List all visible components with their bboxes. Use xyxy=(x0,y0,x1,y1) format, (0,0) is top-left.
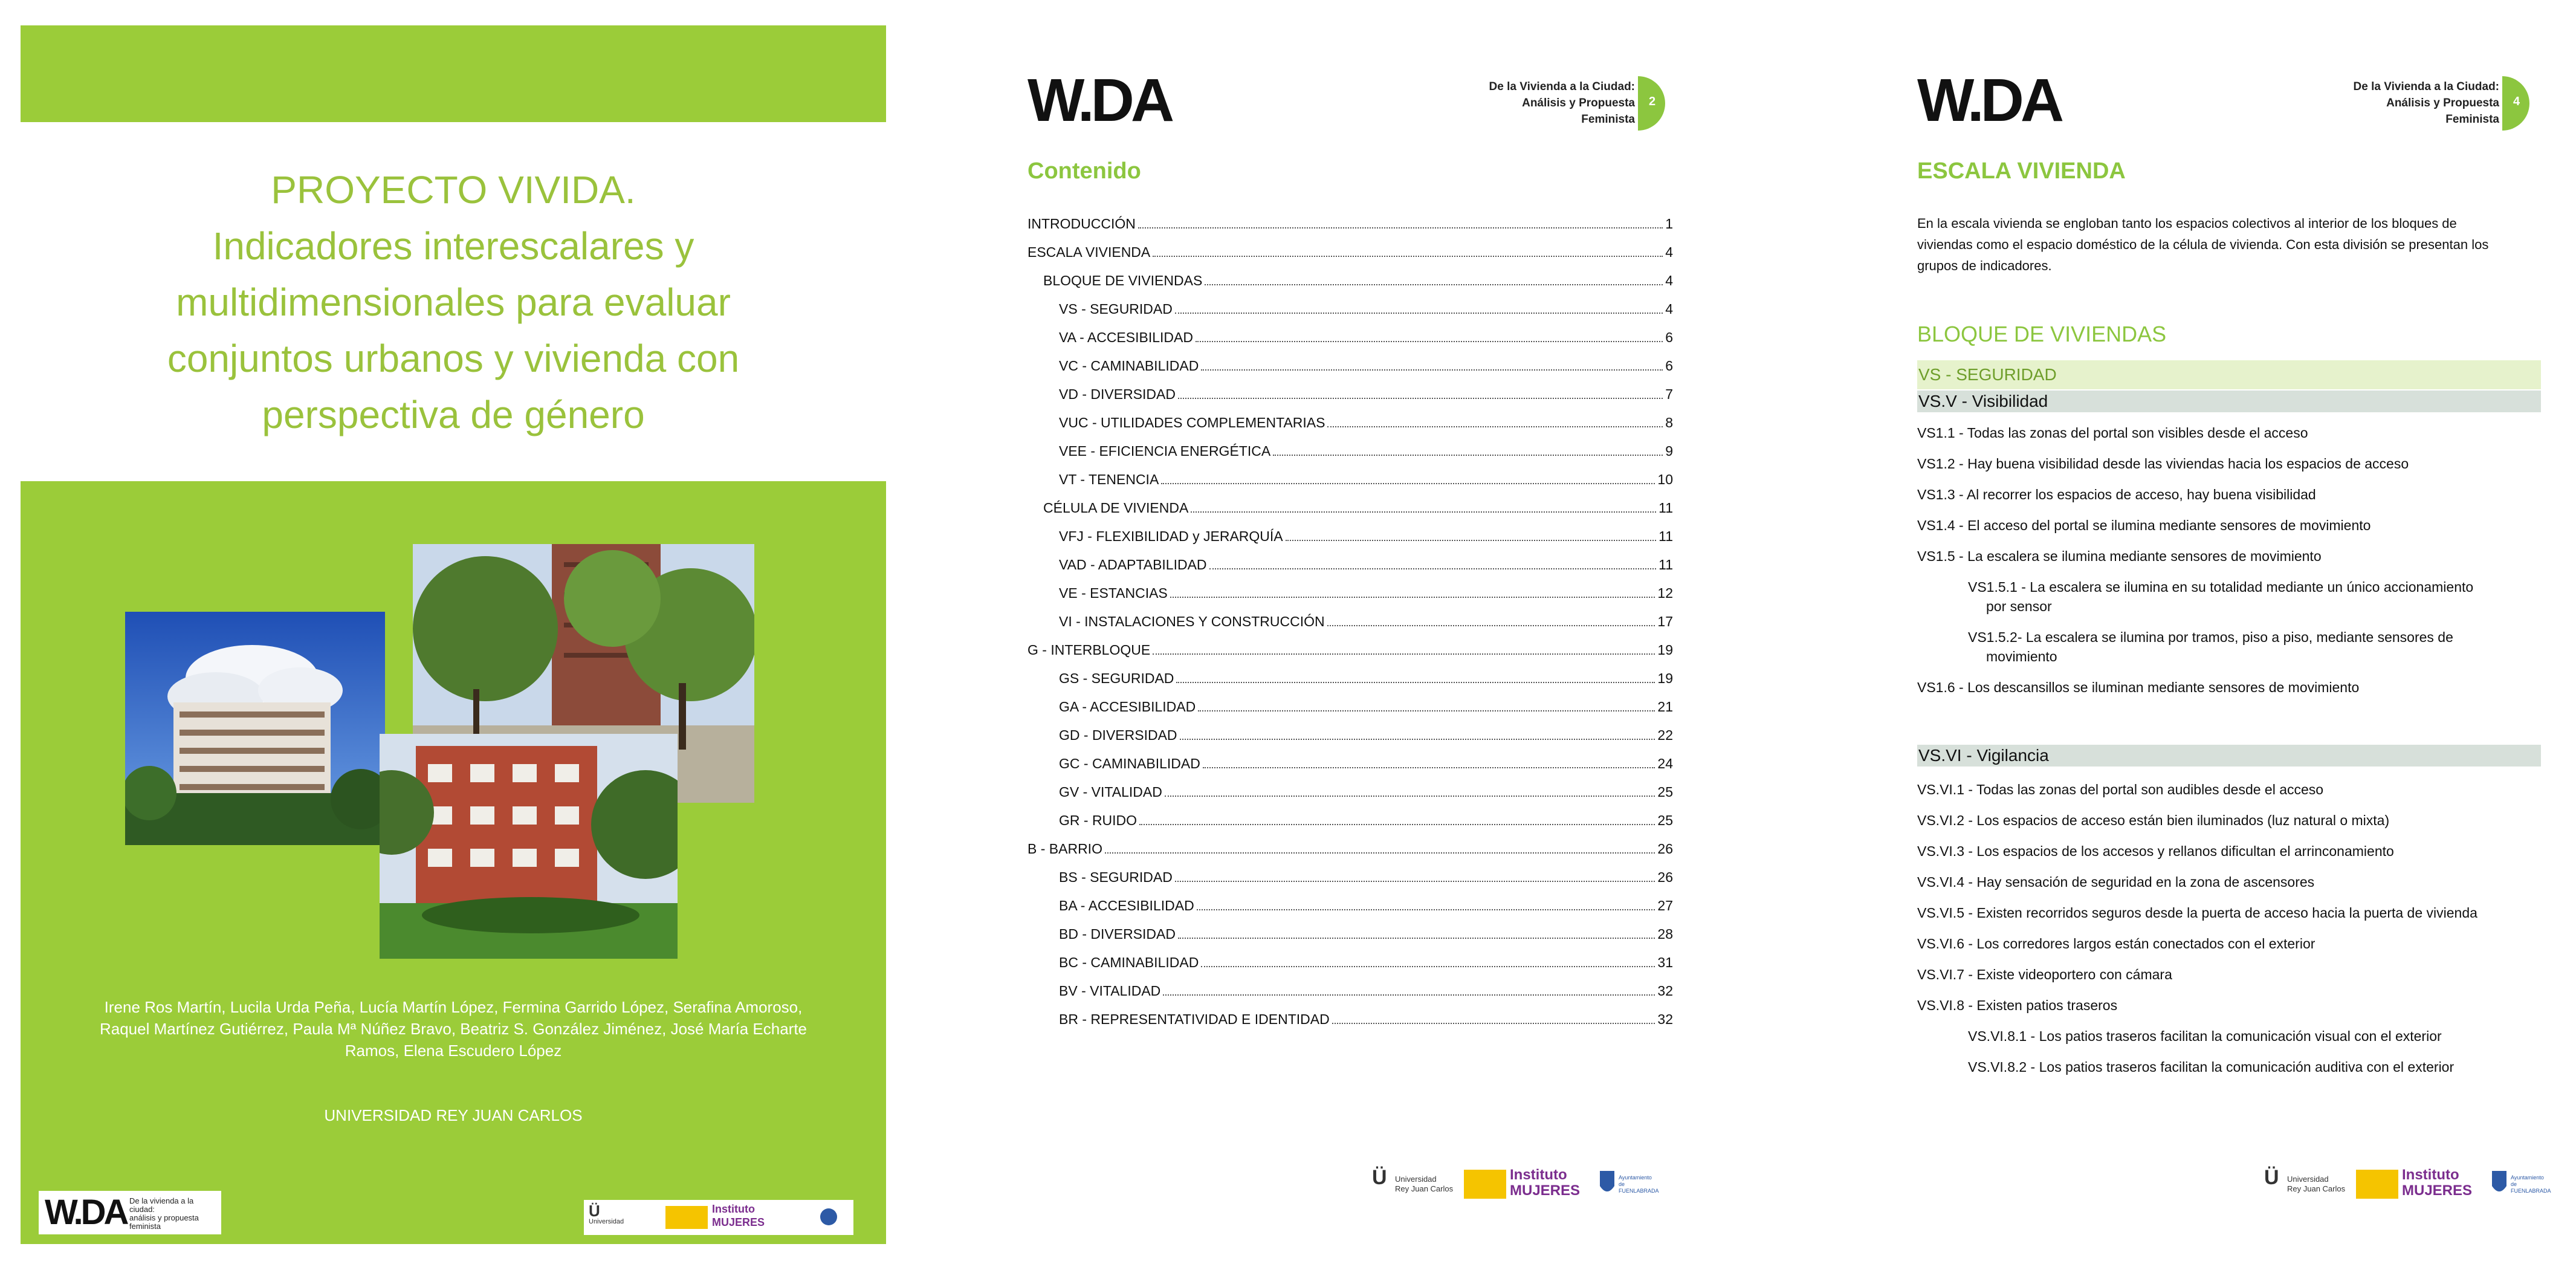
toc-entry-page: 4 xyxy=(1665,244,1673,260)
indicator-item: VS.VI.1 - Todas las zonas del portal son audibles desde el acceso xyxy=(1917,782,2324,797)
toc-entry-title: VA - ACCESIBILIDAD xyxy=(1059,329,1193,345)
indicator-item: VS.VI.5 - Existen recorridos seguros desde la puerta de acceso hacia la puerta de vivienda xyxy=(1917,905,2477,921)
toc-entry[interactable] xyxy=(1027,670,1673,698)
indicator-item: VS1.5.2- La escalera se ilumina por tramos, piso a piso, mediante sensores de xyxy=(1968,629,2453,645)
cover-top-band xyxy=(21,25,886,122)
toc-entry[interactable] xyxy=(1027,954,1673,982)
toc-entry[interactable] xyxy=(1027,244,1673,272)
indicator-item: VS.VI.8 - Existen patios traseros xyxy=(1917,997,2118,1013)
urjc-emblem-icon: Ü xyxy=(1372,1166,1387,1189)
toc-entry[interactable] xyxy=(1027,869,1673,897)
spain-government-emblem-icon xyxy=(2356,1170,2398,1199)
indicator-item: VS.VI.4 - Hay sensación de seguridad en la zona de ascensores xyxy=(1917,874,2315,890)
toc-entry[interactable] xyxy=(1027,783,1673,812)
cover-title-line: Indicadores interescalares y xyxy=(212,224,694,268)
intro-line: En la escala vivienda se engloban tanto los espacios colectivos al interior de los bloques de xyxy=(1917,216,2457,231)
toc-entry-page: 25 xyxy=(1657,784,1673,800)
authors-line: Irene Ros Martín, Lucila Urda Peña, Lucía Martín López, Fermina Garrido López, Serafina Amoroso, xyxy=(104,998,803,1016)
toc-entry-page: 32 xyxy=(1657,1011,1673,1027)
toc-entry[interactable] xyxy=(1027,556,1673,585)
urjc-logo-line: Rey Juan Carlos xyxy=(1395,1184,1454,1193)
header-title-line: Feminista xyxy=(2445,113,2499,126)
instituto-logo-line: Instituto xyxy=(712,1203,755,1215)
toc-leader-dots xyxy=(1198,698,1655,711)
toc-leader-dots xyxy=(1201,954,1655,967)
photo-brick-building-garden xyxy=(380,734,678,959)
toc-entry-page: 27 xyxy=(1657,898,1673,913)
wda-logo xyxy=(1917,66,2061,134)
toc-entry[interactable] xyxy=(1027,727,1673,755)
toc-entry[interactable] xyxy=(1027,300,1673,329)
toc-entry-page: 22 xyxy=(1657,727,1673,743)
toc-page xyxy=(997,0,1692,1264)
toc-entry-page: 6 xyxy=(1665,329,1673,345)
toc-leader-dots xyxy=(1161,471,1655,484)
toc-leader-dots xyxy=(1180,727,1655,740)
toc-leader-dots xyxy=(1163,982,1655,996)
logo-caption-line: ciudad: xyxy=(129,1205,155,1214)
indicator-item: VS1.1 - Todas las zonas del portal son visibles desde el acceso xyxy=(1917,425,2308,441)
logo-caption-line: De la vivienda a la xyxy=(129,1196,194,1205)
toc-entry-page: 19 xyxy=(1657,642,1673,658)
urjc-logo xyxy=(2264,1166,2349,1200)
toc-entry-title: VC - CAMINABILIDAD xyxy=(1059,358,1199,374)
toc-entry-page: 17 xyxy=(1657,614,1673,629)
toc-leader-dots xyxy=(1332,1011,1655,1024)
toc-entry-page: 21 xyxy=(1657,699,1673,715)
fuenlabrada-emblem-icon xyxy=(1598,1168,1616,1198)
toc-entry-title: VFJ - FLEXIBILIDAD y JERARQUÍA xyxy=(1059,528,1283,544)
toc-entry[interactable] xyxy=(1027,812,1673,840)
photo-apartment-block-sky xyxy=(125,612,385,845)
toc-entry-page: 25 xyxy=(1657,812,1673,828)
indicator-item: por sensor xyxy=(1986,598,2052,614)
instituto-logo-line: Instituto xyxy=(2402,1167,2459,1183)
header-title-line: De la Vivienda a la Ciudad: xyxy=(1489,80,1635,93)
fuenlabrada-emblem-icon xyxy=(814,1205,844,1229)
toc-leader-dots xyxy=(1273,442,1663,456)
toc-entry[interactable] xyxy=(1027,641,1673,670)
cover-wda-logo xyxy=(39,1191,221,1234)
toc-entry-title: BR - REPRESENTATIVIDAD E IDENTIDAD xyxy=(1059,1011,1330,1027)
university-name: UNIVERSIDAD REY JUAN CARLOS xyxy=(324,1106,583,1124)
toc-leader-dots xyxy=(1139,812,1655,825)
escala-vivienda-page xyxy=(1886,0,2576,1264)
toc-entry[interactable] xyxy=(1027,215,1673,244)
toc-entry-title: BS - SEGURIDAD xyxy=(1059,869,1173,885)
page-number-badge xyxy=(1638,76,1692,131)
toc-entry-page: 26 xyxy=(1657,869,1673,885)
toc-leader-dots xyxy=(1203,755,1655,768)
indicator-item: VS1.6 - Los descansillos se iluminan mediante sensores de movimiento xyxy=(1917,679,2360,695)
toc-entry[interactable] xyxy=(1027,528,1673,556)
toc-leader-dots xyxy=(1175,869,1655,882)
authors-line: Raquel Martínez Gutiérrez, Paula Mª Núñez Bravo, Beatriz S. González Jiménez, José María Echarte xyxy=(99,1020,807,1038)
authors xyxy=(91,996,816,1061)
indicator-item: VS.VI.7 - Existe videoportero con cámara xyxy=(1917,967,2172,982)
fuenlabrada-logo-line: Ayuntamiento de xyxy=(1619,1175,1652,1187)
toc-entry-title: BA - ACCESIBILIDAD xyxy=(1059,898,1194,913)
toc-list xyxy=(1027,215,1673,1039)
toc-leader-dots xyxy=(1196,329,1663,342)
toc-entry-title: B - BARRIO xyxy=(1027,841,1102,857)
toc-entry-page: 10 xyxy=(1657,472,1673,487)
toc-entry[interactable] xyxy=(1027,272,1673,300)
header-title-line: De la Vivienda a la Ciudad: xyxy=(2353,80,2499,93)
indicator-item: VS.VI.2 - Los espacios de acceso están bien iluminados (luz natural o mixta) xyxy=(1917,812,2390,828)
toc-entry[interactable] xyxy=(1027,414,1673,442)
fuenlabrada-logo-line: FUENLABRADA xyxy=(2511,1188,2551,1194)
spain-government-emblem-icon xyxy=(1464,1170,1506,1199)
fuenlabrada-logo xyxy=(2490,1166,2551,1200)
toc-entry-title: GD - DIVERSIDAD xyxy=(1059,727,1177,743)
toc-entry-title: VEE - EFICIENCIA ENERGÉTICA xyxy=(1059,443,1271,459)
toc-entry[interactable] xyxy=(1027,1011,1673,1039)
toc-entry-title: VT - TENENCIA xyxy=(1059,472,1159,487)
indicator-item: VS1.2 - Hay buena visibilidad desde las viviendas hacia los espacios de acceso xyxy=(1917,456,2409,472)
toc-leader-dots xyxy=(1170,585,1655,598)
header-title-line: Análisis y Propuesta xyxy=(2386,97,2499,109)
band-seguridad: VS - SEGURIDAD xyxy=(1917,360,2541,389)
indicator-item: VS.VI.3 - Los espacios de los accesos y rellanos dificultan el arrinconamiento xyxy=(1917,843,2394,859)
instituto-mujeres-logo xyxy=(1464,1166,1591,1200)
toc-entry-title: GV - VITALIDAD xyxy=(1059,784,1162,800)
toc-leader-dots xyxy=(1286,528,1656,541)
urjc-logo-line: Universidad xyxy=(1395,1175,1437,1184)
header-title-line: Feminista xyxy=(1581,113,1635,126)
toc-entry-page: 11 xyxy=(1659,500,1673,516)
instituto-logo-line: MUJERES xyxy=(2402,1182,2473,1199)
intro-line: grupos de indicadores. xyxy=(1917,258,2052,273)
toc-entry-title: ESCALA VIVIENDA xyxy=(1027,244,1151,260)
toc-entry-page: 11 xyxy=(1659,528,1673,544)
cover-sponsor-logos xyxy=(584,1200,853,1235)
toc-leader-dots xyxy=(1138,215,1663,228)
toc-leader-dots xyxy=(1201,357,1663,371)
toc-entry[interactable] xyxy=(1027,613,1673,641)
header-title-line: Análisis y Propuesta xyxy=(1522,97,1635,109)
band-visibilidad: VS.V - Visibilidad xyxy=(1917,391,2541,412)
wda-logo xyxy=(1027,66,1171,134)
toc-entry-title: GC - CAMINABILIDAD xyxy=(1059,756,1200,771)
toc-entry-title: BC - CAMINABILIDAD xyxy=(1059,954,1199,970)
toc-leader-dots xyxy=(1105,840,1655,854)
instituto-logo-line: Instituto xyxy=(1510,1167,1567,1183)
instituto-mujeres-logo xyxy=(2356,1166,2483,1200)
indicator-item: VS.VI.8.1 - Los patios traseros facilitan la comunicación visual con el exterior xyxy=(1968,1028,2442,1044)
subsection-heading: BLOQUE DE VIVIENDAS xyxy=(1917,322,2167,346)
intro-line: viviendas como el espacio doméstico de la célula de vivienda. Con esta división se presentan los xyxy=(1917,237,2489,252)
toc-entry-page: 24 xyxy=(1657,756,1673,771)
toc-entry-title: GA - ACCESIBILIDAD xyxy=(1059,699,1196,715)
toc-leader-dots xyxy=(1191,499,1656,513)
toc-entry-title: CÉLULA DE VIVIENDA xyxy=(1043,500,1189,516)
toc-entry-title: VI - INSTALACIONES Y CONSTRUCCIÓN xyxy=(1059,614,1325,629)
urjc-logo-line: Universidad xyxy=(589,1218,624,1225)
cover-title xyxy=(21,162,886,443)
toc-leader-dots xyxy=(1327,414,1663,427)
toc-entry-page: 4 xyxy=(1665,301,1673,317)
toc-entry-page: 6 xyxy=(1665,358,1673,374)
intro-paragraph xyxy=(1917,213,2546,276)
toc-entry-page: 12 xyxy=(1657,585,1673,601)
indicator-item: VS1.5.1 - La escalera se ilumina en su totalidad mediante un único accionamiento xyxy=(1968,579,2474,595)
toc-leader-dots xyxy=(1153,244,1663,257)
fuenlabrada-logo-line: FUENLABRADA xyxy=(1619,1188,1659,1194)
toc-entry-page: 28 xyxy=(1657,926,1673,942)
toc-entry[interactable] xyxy=(1027,442,1673,471)
toc-entry-title: BV - VITALIDAD xyxy=(1059,983,1161,999)
toc-entry[interactable] xyxy=(1027,329,1673,357)
indicator-item: VS.VI.6 - Los corredores largos están conectados con el exterior xyxy=(1917,936,2315,951)
toc-entry[interactable] xyxy=(1027,897,1673,925)
indicator-item: movimiento xyxy=(1986,649,2057,664)
toc-heading: Contenido xyxy=(1027,158,1141,184)
toc-entry[interactable] xyxy=(1027,357,1673,386)
urjc-logo-line: Rey Juan Carlos xyxy=(2287,1184,2346,1193)
toc-entry-title: VUC - UTILIDADES COMPLEMENTARIAS xyxy=(1059,415,1325,430)
toc-entry-page: 1 xyxy=(1665,216,1673,232)
wda-logo-mark: W.DA xyxy=(45,1193,127,1232)
urjc-logo xyxy=(1372,1166,1457,1200)
spain-government-emblem-icon xyxy=(665,1206,708,1229)
toc-entry[interactable] xyxy=(1027,755,1673,783)
logo-caption-line: análisis y propuesta xyxy=(129,1213,199,1222)
toc-entry-page: 7 xyxy=(1665,386,1673,402)
wda-logo-text: W.DA xyxy=(1027,66,1171,134)
toc-entry-title: BLOQUE DE VIVIENDAS xyxy=(1043,273,1203,288)
fuenlabrada-logo xyxy=(1598,1166,1659,1200)
toc-leader-dots xyxy=(1178,925,1655,939)
toc-entry-title: GS - SEGURIDAD xyxy=(1059,670,1174,686)
toc-entry-title: VD - DIVERSIDAD xyxy=(1059,386,1176,402)
page-number: 2 xyxy=(1649,95,1656,108)
toc-entry-page: 11 xyxy=(1659,557,1673,572)
footer-logos xyxy=(1372,1163,1659,1203)
toc-entry-title: INTRODUCCIÓN xyxy=(1027,216,1136,232)
toc-entry-title: VS - SEGURIDAD xyxy=(1059,301,1173,317)
toc-entry-page: 32 xyxy=(1657,983,1673,999)
toc-entry[interactable] xyxy=(1027,585,1673,613)
cover-title-line: conjuntos urbanos y vivienda con xyxy=(167,337,740,380)
toc-entry-title: VE - ESTANCIAS xyxy=(1059,585,1168,601)
toc-leader-dots xyxy=(1205,272,1663,285)
fuenlabrada-emblem-icon xyxy=(2490,1168,2508,1198)
authors-line: Ramos, Elena Escudero López xyxy=(345,1042,562,1060)
urjc-emblem-icon: Ü xyxy=(2264,1166,2279,1189)
page-number: 4 xyxy=(2513,95,2520,108)
footer-logos xyxy=(2264,1163,2551,1203)
logo-caption-line: feminista xyxy=(129,1222,161,1231)
section-heading: ESCALA VIVIENDA xyxy=(1917,158,2126,184)
instituto-logo-line: MUJERES xyxy=(1510,1182,1581,1199)
wda-logo-text: W.DA xyxy=(1917,66,2061,134)
toc-entry-page: 19 xyxy=(1657,670,1673,686)
cover-page xyxy=(0,0,907,1264)
page-number-badge xyxy=(2502,76,2557,131)
cover-title-line: perspectiva de género xyxy=(262,393,645,436)
toc-leader-dots xyxy=(1176,670,1655,683)
toc-entry[interactable] xyxy=(1027,982,1673,1011)
toc-entry[interactable] xyxy=(1027,471,1673,499)
toc-leader-dots xyxy=(1153,641,1655,655)
header-title xyxy=(2285,79,2499,128)
toc-entry-title: VAD - ADAPTABILIDAD xyxy=(1059,557,1207,572)
band-vigilancia: VS.VI - Vigilancia xyxy=(1917,745,2541,767)
toc-entry-title: G - INTERBLOQUE xyxy=(1027,642,1151,658)
cover-title-line: PROYECTO VIVIDA. xyxy=(271,168,636,212)
toc-entry-page: 4 xyxy=(1665,273,1673,288)
toc-leader-dots xyxy=(1175,300,1663,314)
instituto-logo-line: MUJERES xyxy=(712,1216,765,1228)
indicator-item: VS1.5 - La escalera se ilumina mediante sensores de movimiento xyxy=(1917,548,2322,564)
cover-title-line: multidimensionales para evaluar xyxy=(176,280,731,324)
toc-leader-dots xyxy=(1327,613,1655,626)
toc-entry-page: 9 xyxy=(1665,443,1673,459)
toc-entry-title: BD - DIVERSIDAD xyxy=(1059,926,1176,942)
toc-entry-page: 31 xyxy=(1657,954,1673,970)
toc-entry[interactable] xyxy=(1027,386,1673,414)
header-title xyxy=(1420,79,1635,128)
indicator-item: VS.VI.8.2 - Los patios traseros facilitan la comunicación auditiva con el exterior xyxy=(1968,1059,2455,1075)
toc-entry[interactable] xyxy=(1027,840,1673,869)
toc-entry[interactable] xyxy=(1027,698,1673,727)
toc-leader-dots xyxy=(1197,897,1655,910)
fuenlabrada-logo-line: Ayuntamiento de xyxy=(2511,1175,2544,1187)
toc-entry-page: 8 xyxy=(1665,415,1673,430)
toc-entry[interactable] xyxy=(1027,499,1673,528)
indicator-item: VS1.4 - El acceso del portal se ilumina mediante sensores de movimiento xyxy=(1917,517,2371,533)
toc-entry-page: 26 xyxy=(1657,841,1673,857)
urjc-emblem-icon: Ü xyxy=(589,1202,600,1220)
toc-entry[interactable] xyxy=(1027,925,1673,954)
toc-leader-dots xyxy=(1209,556,1657,569)
toc-leader-dots xyxy=(1178,386,1663,399)
toc-leader-dots xyxy=(1165,783,1655,797)
toc-entry-title: GR - RUIDO xyxy=(1059,812,1138,828)
urjc-logo-line: Universidad xyxy=(2287,1175,2329,1184)
indicator-item: VS1.3 - Al recorrer los espacios de acceso, hay buena visibilidad xyxy=(1917,487,2316,502)
